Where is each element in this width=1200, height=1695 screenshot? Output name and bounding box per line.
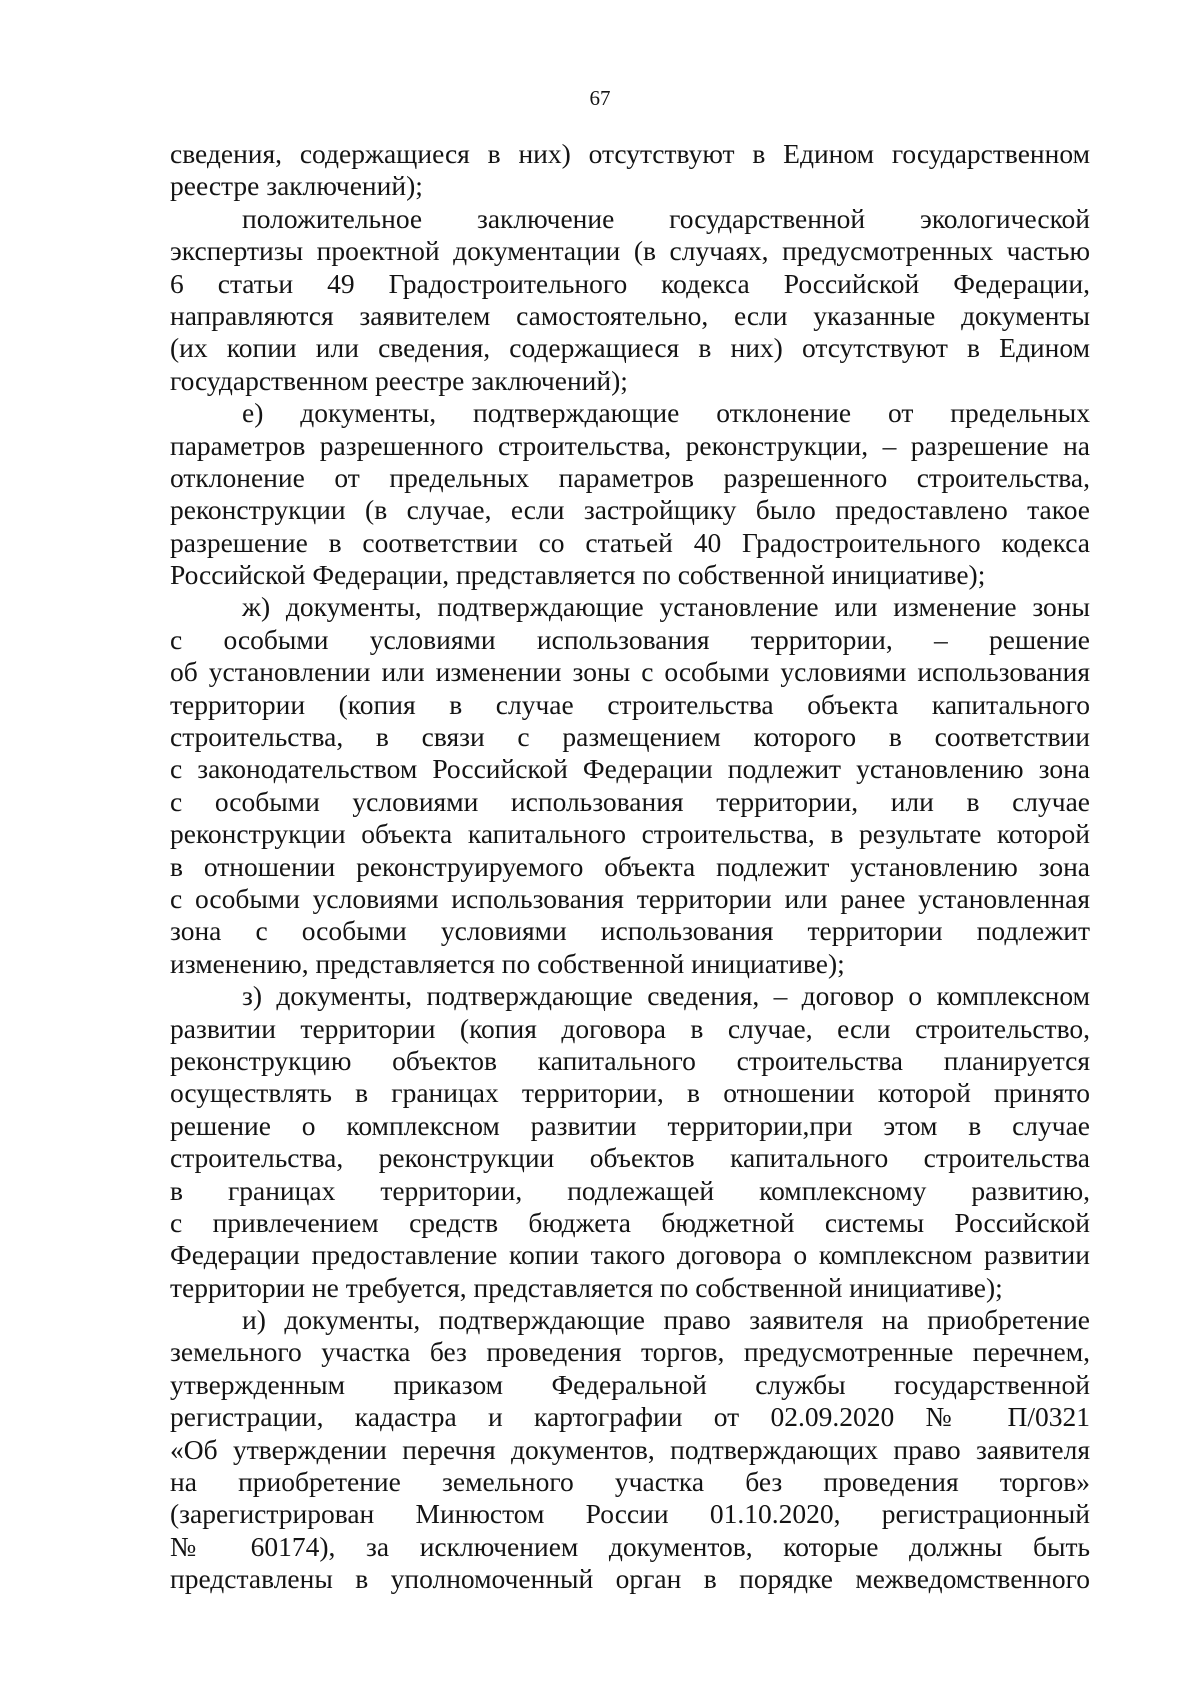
text-line: строительства, в связи с размещением которого в соответствии	[170, 721, 1090, 753]
text-line: параметров разрешенного строительства, реконструкции, – разрешение на	[170, 429, 1090, 461]
text-line: № 60174), за исключением документов, которые должны быть	[170, 1530, 1090, 1562]
text-line: отклонение от предельных параметров разрешенного строительства,	[170, 461, 1090, 493]
text-line: с законодательством Российской Федерации подлежит установлению зона	[170, 753, 1090, 785]
text-line: с особыми условиями использования территории, – решение	[170, 623, 1090, 655]
text-line: е) документы, подтверждающие отклонение от предельных	[242, 397, 1090, 429]
text-line: утвержденным приказом Федеральной службы государственной	[170, 1368, 1090, 1400]
text-line: (их копии или сведения, содержащиеся в них) отсутствуют в Едином	[170, 332, 1090, 364]
text-line: «Об утверждении перечня документов, подтверждающих право заявителя	[170, 1433, 1090, 1465]
text-line: зона с особыми условиями использования территории подлежит	[170, 915, 1090, 947]
text-line: (зарегистрирован Минюстом России 01.10.2020, регистрационный	[170, 1498, 1090, 1530]
text-line: с особыми условиями использования территории или ранее установленная	[170, 882, 1090, 914]
text-line: на приобретение земельного участка без проведения торгов»	[170, 1466, 1090, 1498]
text-line: осуществлять в границах территории, в отношении которой принято	[170, 1077, 1090, 1109]
text-line: реконструкции объекта капитального строительства, в результате которой	[170, 818, 1090, 850]
text-line: реконструкцию объектов капитального строительства планируется	[170, 1044, 1090, 1076]
text-line: разрешение в соответствии со статьей 40 Градостроительного кодекса	[170, 526, 1090, 558]
text-line: положительное заключение государственной экологической	[242, 202, 1090, 234]
text-line: представлены в уполномоченный орган в порядке межведомственного	[170, 1563, 1090, 1595]
text-line: направляются заявителем самостоятельно, если указанные документы	[170, 299, 1090, 331]
text-line: регистрации, кадастра и картографии от 02.09.2020 № П/0321	[170, 1401, 1090, 1433]
text-line: с привлечением средств бюджета бюджетной системы Российской	[170, 1206, 1090, 1238]
text-line: территории не требуется, представляется по собственной инициативе);	[170, 1271, 1003, 1303]
text-line: 6 статьи 49 Градостроительного кодекса Российской Федерации,	[170, 267, 1090, 299]
text-line: об установлении или изменении зоны с особыми условиями использования	[170, 656, 1090, 688]
text-line: земельного участка без проведения торгов, предусмотренные перечнем,	[170, 1336, 1090, 1368]
text-line: государственном реестре заключений);	[170, 364, 628, 396]
text-line: строительства, реконструкции объектов капитального строительства	[170, 1142, 1090, 1174]
text-line: Российской Федерации, представляется по собственной инициативе);	[170, 559, 986, 591]
text-line: изменению, представляется по собственной инициативе);	[170, 947, 845, 979]
text-line: сведения, содержащиеся в них) отсутствуют в Едином государственном	[170, 138, 1090, 169]
text-line: и) документы, подтверждающие право заявителя на приобретение	[242, 1304, 1090, 1336]
text-line: реестре заключений);	[170, 170, 423, 202]
text-line: ж) документы, подтверждающие установление или изменение зоны	[242, 591, 1090, 623]
text-line: в отношении реконструируемого объекта подлежит установлению зона	[170, 850, 1090, 882]
text-line: реконструкции (в случае, если застройщику было предоставлено такое	[170, 494, 1090, 526]
text-line: развитии территории (копия договора в случае, если строительство,	[170, 1012, 1090, 1044]
text-line: с особыми условиями использования территории, или в случае	[170, 785, 1090, 817]
text-line: территории (копия в случае строительства объекта капитального	[170, 688, 1090, 720]
page-number: 67	[589, 86, 611, 110]
text-line: решение о комплексном развитии территории,при этом в случае	[170, 1109, 1090, 1141]
text-line: в границах территории, подлежащей комплексному развитию,	[170, 1174, 1090, 1206]
document-body	[170, 138, 1090, 1596]
text-line: з) документы, подтверждающие сведения, – договор о комплексном	[242, 980, 1090, 1012]
text-line: Федерации предоставление копии такого договора о комплексном развитии	[170, 1239, 1090, 1271]
text-line: экспертизы проектной документации (в случаях, предусмотренных частью	[170, 235, 1090, 267]
